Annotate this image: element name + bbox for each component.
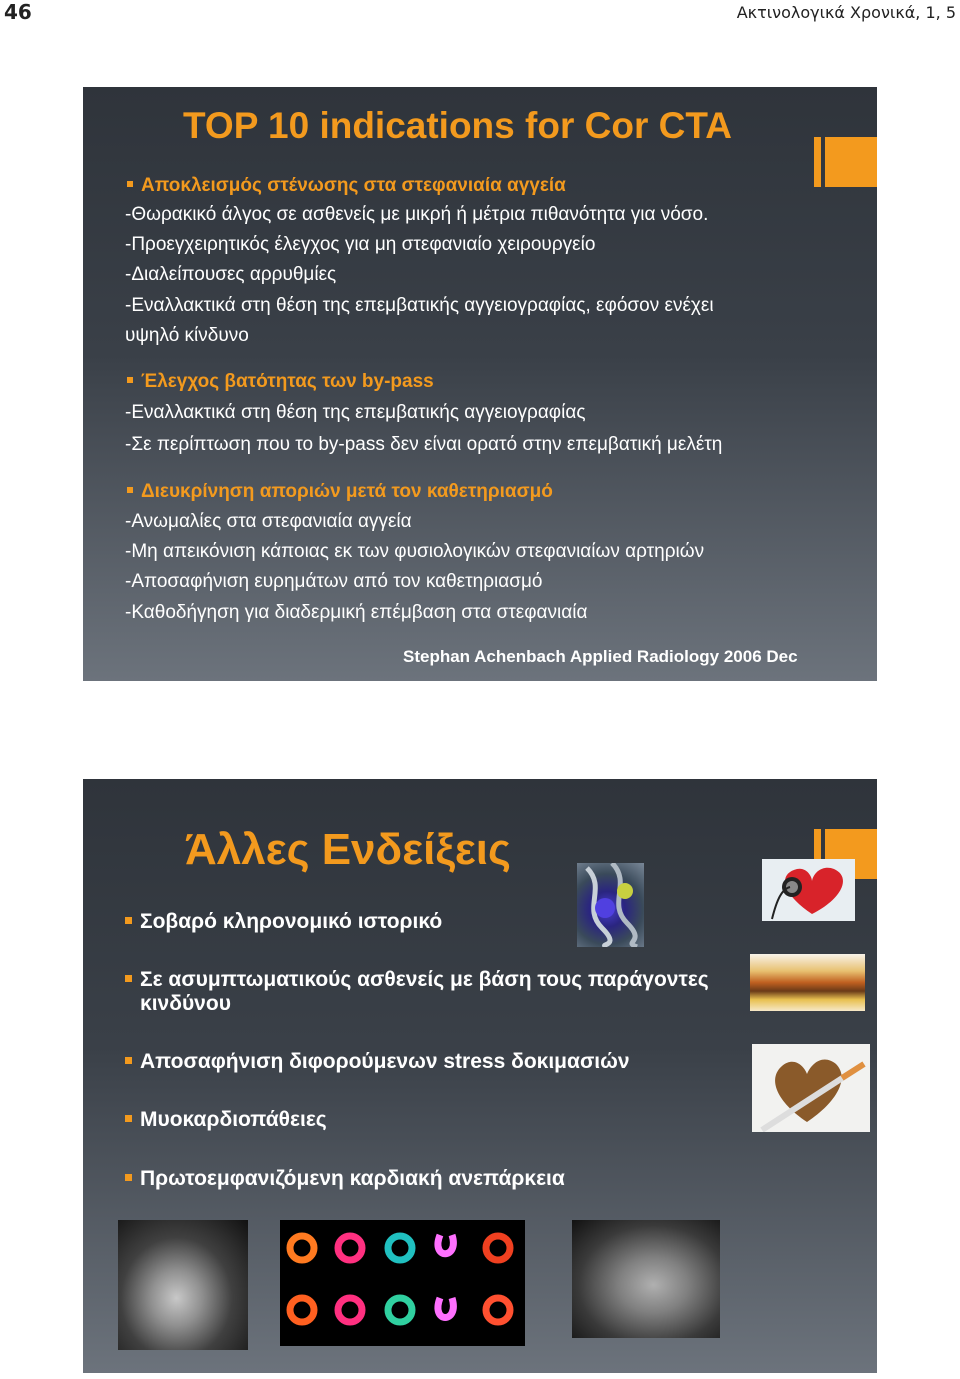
accent-bar [814,137,821,187]
bullet-icon [127,181,133,187]
list-item: -Ανωμαλίες στα στεφανιαία αγγεία [125,511,412,532]
list-item: -Διαλείπουσες αρρυθμίες [125,264,337,285]
slide-top-10-indications [83,87,877,681]
list-item: Μυοκαρδιοπάθειες [125,1108,327,1132]
bullet-icon [125,917,132,924]
journal-reference: Ακτινολογικά Χρονικά, 1, 5 [736,3,956,22]
section-heading: Έλεγχος βατότητας των by-pass [127,371,434,393]
ct-heart-image [118,1220,248,1350]
bullet-icon [127,487,133,493]
section-heading: Αποκλεισμός στένωσης στα στεφανιαία αγγεία [127,175,566,197]
list-item: Σοβαρό κληρονομικό ιστορικό [125,910,442,934]
list-item: Πρωτοεμφανιζόμενη καρδιακή ανεπάρκεια [125,1167,565,1191]
list-item-continuation: κινδύνου [140,992,231,1015]
list-item: -Εναλλακτικά στη θέση της επεμβατικής αγγειογραφίας, εφόσον ενέχει [125,295,714,316]
list-item: υψηλό κίνδυνο [125,325,249,346]
list-item: -Προεγχειρητικός έλεγχος για μη στεφανιαίο χειρουργείο [125,234,596,255]
list-item: -Καθοδήγηση για διαδερμική επέμβαση στα στεφανιαία [125,602,588,623]
list-item: Αποσαφήνιση διφορούμενων stress δοκιμασιών [125,1050,630,1074]
page-number: 46 [4,0,32,24]
list-item: -Θωρακικό άλγος σε ασθενείς με μικρή ή μέτρια πιθανότητα για νόσο. [125,204,709,225]
slide-title: TOP 10 indications for Cor CTA [183,105,732,146]
list-item: -Αποσαφήνιση ευρημάτων από τον καθετηριασμό [125,571,543,592]
bullet-icon [125,975,132,982]
slide-title: Άλλες Ενδείξεις [185,825,511,874]
citation: Stephan Achenbach Applied Radiology 2006 Dec [403,647,798,666]
bullet-icon [125,1057,132,1064]
slide-other-indications [83,779,877,1373]
dna-image [577,863,644,947]
list-item: -Μη απεικόνιση κάποιας εκ των φυσιολογικών στεφανιαίων αρτηριών [125,541,705,562]
ct-coronary-image [572,1220,720,1338]
burger-image [750,954,865,1011]
list-item: -Σε περίπτωση που το by-pass δεν είναι ορατό στην επεμβατική μελέτη [125,434,723,455]
list-item: -Εναλλακτικά στη θέση της επεμβατικής αγγειογραφίας [125,402,586,423]
section-heading: Διευκρίνηση αποριών μετά τον καθετηριασμό [127,481,553,503]
bullet-icon [127,377,133,383]
bullet-icon [125,1174,132,1181]
list-item: Σε ασυμπτωματικούς ασθενείς με βάση τους παράγοντες [125,968,709,992]
perfusion-scan-image [280,1220,525,1346]
accent-block [825,137,877,187]
bullet-icon [125,1115,132,1122]
tobacco-heart-image [752,1044,870,1132]
heart-stethoscope-image [762,859,855,921]
